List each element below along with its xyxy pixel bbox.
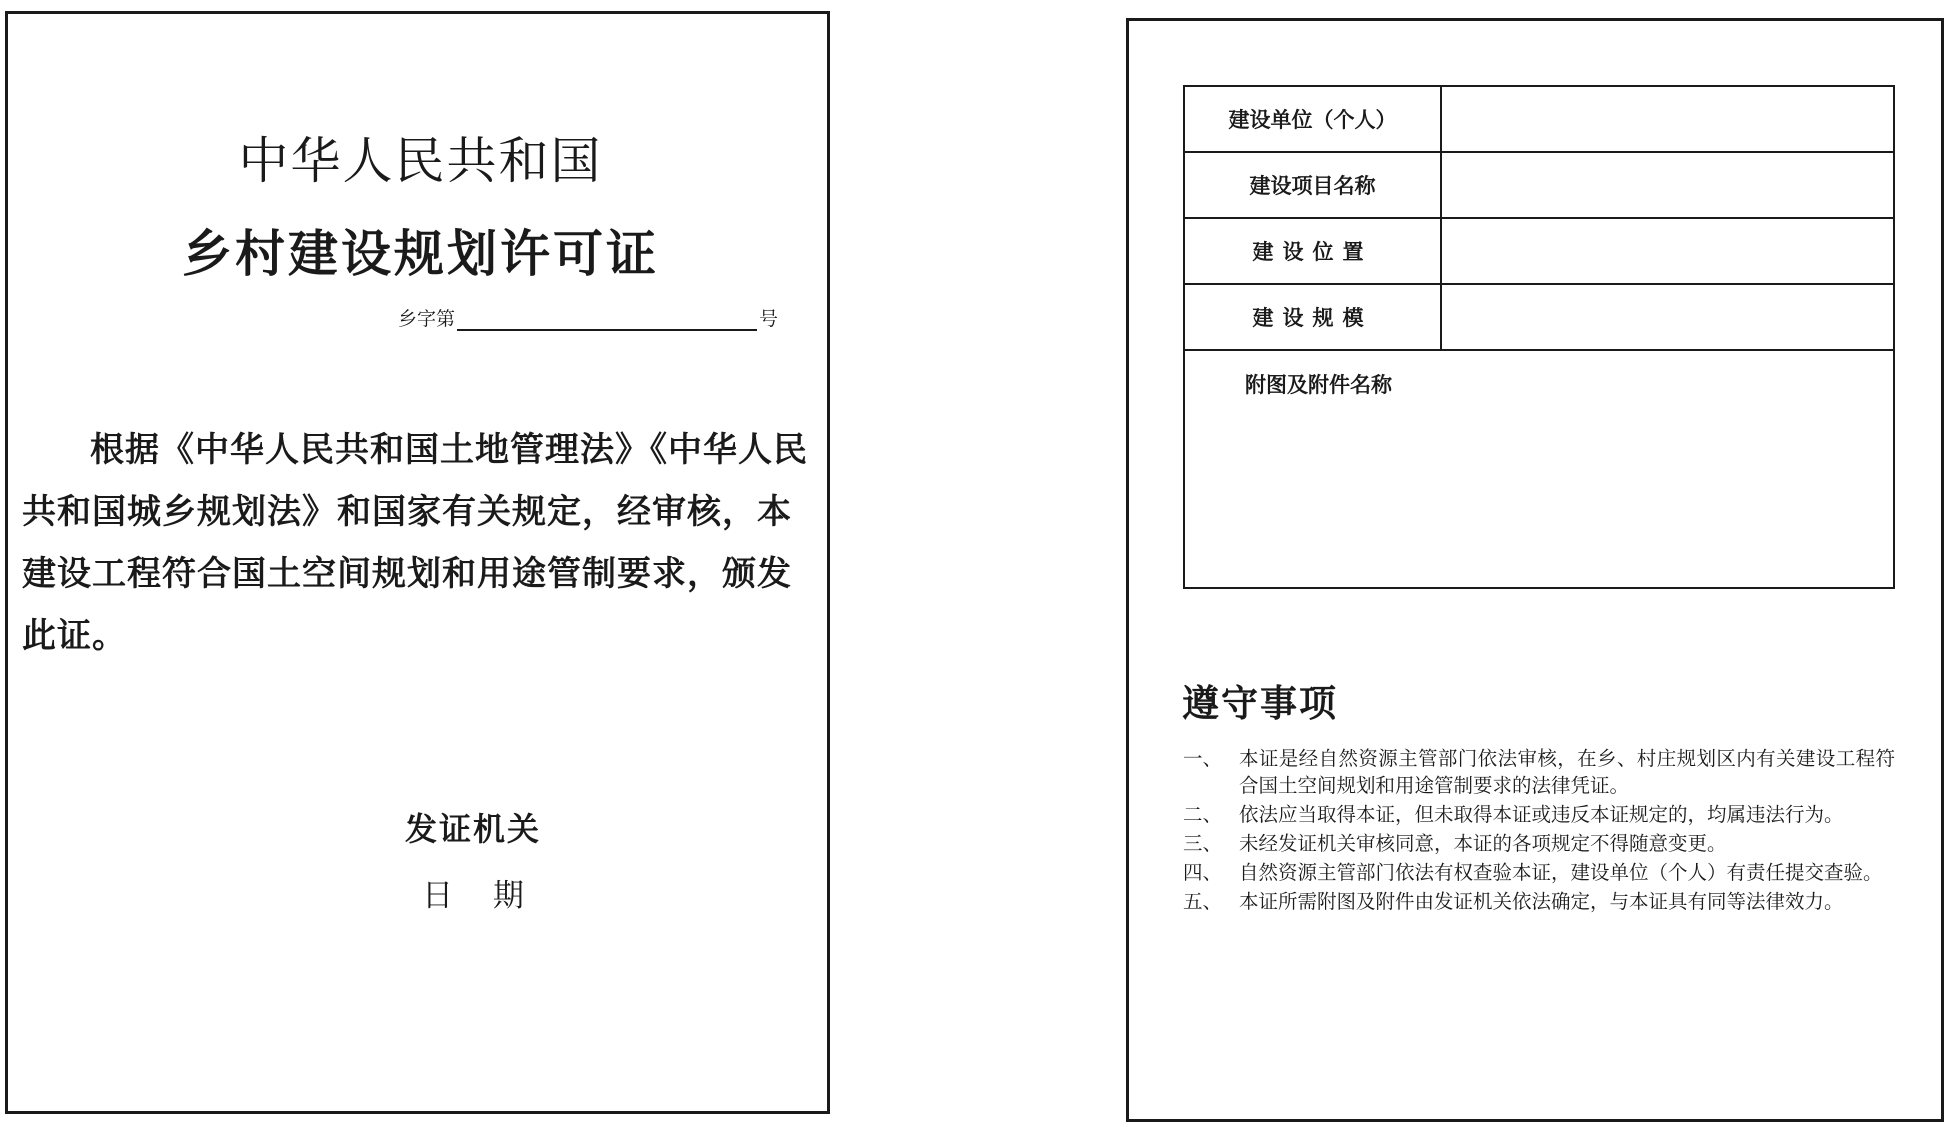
rule-text: 本证所需附图及附件由发证机关依法确定，与本证具有同等法律效力。 bbox=[1239, 890, 1844, 913]
rule-text: 自然资源主管部门依法有权查验本证，建设单位（个人）有责任提交查验。 bbox=[1239, 861, 1883, 884]
table-row bbox=[1184, 152, 1894, 218]
rules-heading: 遵守事项 bbox=[1182, 682, 1338, 725]
country-name: 中华人民共和国 bbox=[238, 132, 603, 190]
serial-suffix: 号 bbox=[759, 308, 779, 330]
construction-scale-value[interactable] bbox=[1441, 284, 1894, 350]
issue-date-label: 日 期 bbox=[422, 878, 524, 914]
table-row bbox=[1184, 86, 1894, 152]
permit-statement: 根据《中华人民共和国土地管理法》《中华人民共和国城乡规划法》和国家有关规定，经审核，本建设工程符合国土空间规划和用途管制要求，颁发此证。 bbox=[22, 430, 808, 656]
permit-cover-page bbox=[5, 11, 830, 1114]
table-row bbox=[1184, 218, 1894, 284]
project-name-value[interactable] bbox=[1441, 152, 1894, 218]
table-row bbox=[1184, 350, 1894, 588]
rule-number: 一、 bbox=[1183, 747, 1223, 770]
rule-number: 二、 bbox=[1183, 803, 1223, 826]
rule-number: 三、 bbox=[1183, 832, 1223, 855]
serial-number-blank[interactable] bbox=[457, 307, 757, 331]
list-item bbox=[1183, 830, 1895, 857]
rule-text: 本证是经自然资源主管部门依法审核，在乡、村庄规划区内有关建设工程符合国土空间规划和用途管制要求的法律凭证。 bbox=[1239, 747, 1895, 797]
issuing-authority-label: 发证机关 bbox=[404, 810, 541, 848]
permit-info-table bbox=[1183, 85, 1895, 589]
construction-unit-label: 建设单位（个人） bbox=[1184, 86, 1441, 152]
serial-number-field bbox=[398, 304, 778, 331]
rule-number: 五、 bbox=[1183, 890, 1223, 913]
rule-number: 四、 bbox=[1183, 861, 1223, 884]
construction-unit-value[interactable] bbox=[1441, 86, 1894, 152]
list-item bbox=[1183, 859, 1895, 886]
list-item bbox=[1183, 745, 1895, 799]
rule-text: 依法应当取得本证，但未取得本证或违反本证规定的，均属违法行为。 bbox=[1239, 803, 1844, 826]
attachments-label: 附图及附件名称 bbox=[1245, 373, 1392, 397]
table-row bbox=[1184, 284, 1894, 350]
list-item bbox=[1183, 888, 1895, 915]
construction-location-value[interactable] bbox=[1441, 218, 1894, 284]
attachments-cell[interactable] bbox=[1184, 350, 1894, 588]
serial-prefix: 乡字第 bbox=[398, 308, 456, 330]
construction-scale-label: 建设规模 bbox=[1184, 284, 1441, 350]
rules-list bbox=[1183, 745, 1895, 917]
permit-title: 乡村建设规划许可证 bbox=[182, 225, 659, 283]
list-item bbox=[1183, 801, 1895, 828]
rule-text: 未经发证机关审核同意，本证的各项规定不得随意变更。 bbox=[1239, 832, 1727, 855]
construction-location-label: 建设位置 bbox=[1184, 218, 1441, 284]
project-name-label: 建设项目名称 bbox=[1184, 152, 1441, 218]
permit-details-page bbox=[1126, 18, 1944, 1122]
